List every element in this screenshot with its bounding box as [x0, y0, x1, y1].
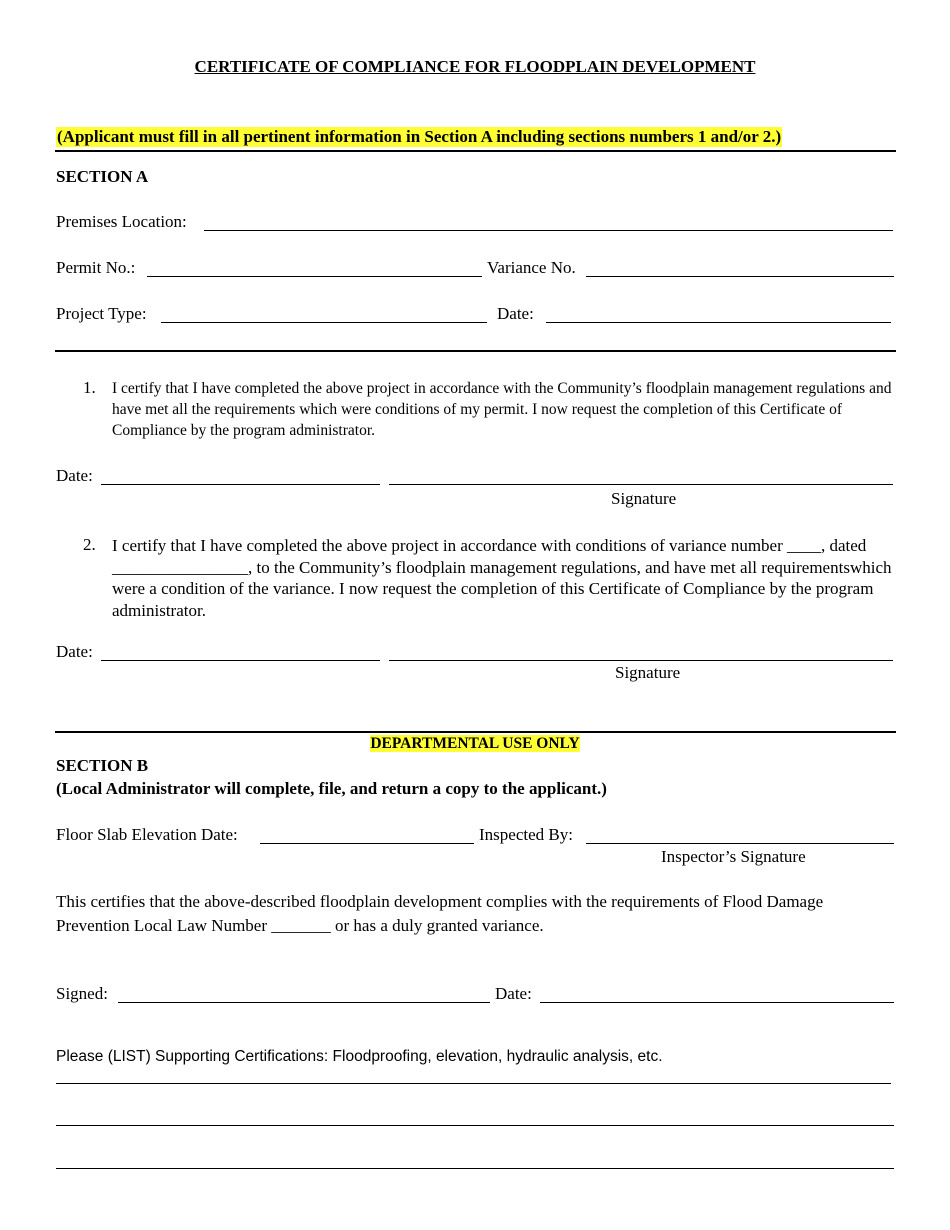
- permit-no-field[interactable]: [147, 276, 482, 277]
- inspector-signature-label: Inspector’s Signature: [661, 847, 806, 866]
- signed-date-label: Date:: [495, 984, 532, 1003]
- inspected-by-field[interactable]: [586, 843, 894, 844]
- permit-no-label: Permit No.:: [56, 258, 136, 277]
- cert2-date-label: Date:: [56, 642, 93, 661]
- cert2-text: I certify that I have completed the above project in accordance with conditions of variance number ____, dated ________________, to the Community’s floodplain management regulations, and have met all requirementswhich were a condition of the variance. I now request the completion of this Certificate of Compliance by the program administrator.: [112, 536, 892, 620]
- cert1-signature-label: Signature: [611, 489, 677, 508]
- section-a-divider: [55, 350, 896, 352]
- project-type-label: Project Type:: [56, 304, 147, 323]
- cert2-signature-field[interactable]: [389, 660, 893, 661]
- date-label: Date:: [497, 304, 534, 323]
- inspected-by-label: Inspected By:: [479, 825, 573, 844]
- project-type-field[interactable]: [161, 322, 487, 323]
- floor-slab-field[interactable]: [260, 843, 474, 844]
- cert1-date-label: Date:: [56, 466, 93, 485]
- supporting-line-1[interactable]: [56, 1083, 891, 1084]
- section-a-heading: SECTION A: [56, 167, 149, 186]
- cert1-date-field[interactable]: [101, 484, 380, 485]
- variance-no-field[interactable]: [586, 276, 894, 277]
- date-field[interactable]: [546, 322, 891, 323]
- cert2-date-field[interactable]: [101, 660, 380, 661]
- section-a-top-rule: [55, 150, 896, 152]
- cert1-text: I certify that I have completed the above project in accordance with the Community’s floodplain management regulations and have met all the requirements which were conditions of my permit. I now request the completion of this Certificate of Compliance by the program administrator.: [112, 380, 892, 439]
- signed-field[interactable]: [118, 1002, 490, 1003]
- section-b-top-rule: [55, 731, 896, 733]
- departmental-use-label: DEPARTMENTAL USE ONLY: [370, 735, 580, 752]
- floor-slab-label: Floor Slab Elevation Date:: [56, 825, 238, 844]
- signed-label: Signed:: [56, 984, 108, 1003]
- cert2-number: 2.: [83, 535, 96, 554]
- variance-no-label: Variance No.: [487, 258, 576, 277]
- section-b-subheading: (Local Administrator will complete, file, and return a copy to the applicant.): [56, 779, 607, 798]
- form-title: CERTIFICATE OF COMPLIANCE FOR FLOODPLAIN DEVELOPMENT: [194, 57, 756, 76]
- departmental-use-banner: [0, 735, 950, 753]
- cert1-signature-field[interactable]: [389, 484, 893, 485]
- premises-location-label: Premises Location:: [56, 212, 187, 231]
- cert2-signature-label: Signature: [615, 663, 681, 682]
- supporting-certifications-label: Please (LIST) Supporting Certifications: Floodproofing, elevation, hydraulic analysis, etc.: [56, 1048, 663, 1065]
- section-b-heading: SECTION B: [56, 756, 149, 775]
- signed-date-field[interactable]: [540, 1002, 894, 1003]
- supporting-line-3[interactable]: [56, 1168, 894, 1169]
- applicant-instruction: (Applicant must fill in all pertinent information in Section A including sections numbers 1 and/or 2.): [57, 127, 782, 146]
- cert1-number: 1.: [83, 378, 96, 397]
- premises-location-field[interactable]: [204, 230, 893, 231]
- supporting-line-2[interactable]: [56, 1125, 894, 1126]
- certifies-text: This certifies that the above-described floodplain development complies with the requirements of Flood Damage Prevention Local Law Number _______ or has a duly granted variance.: [56, 892, 824, 935]
